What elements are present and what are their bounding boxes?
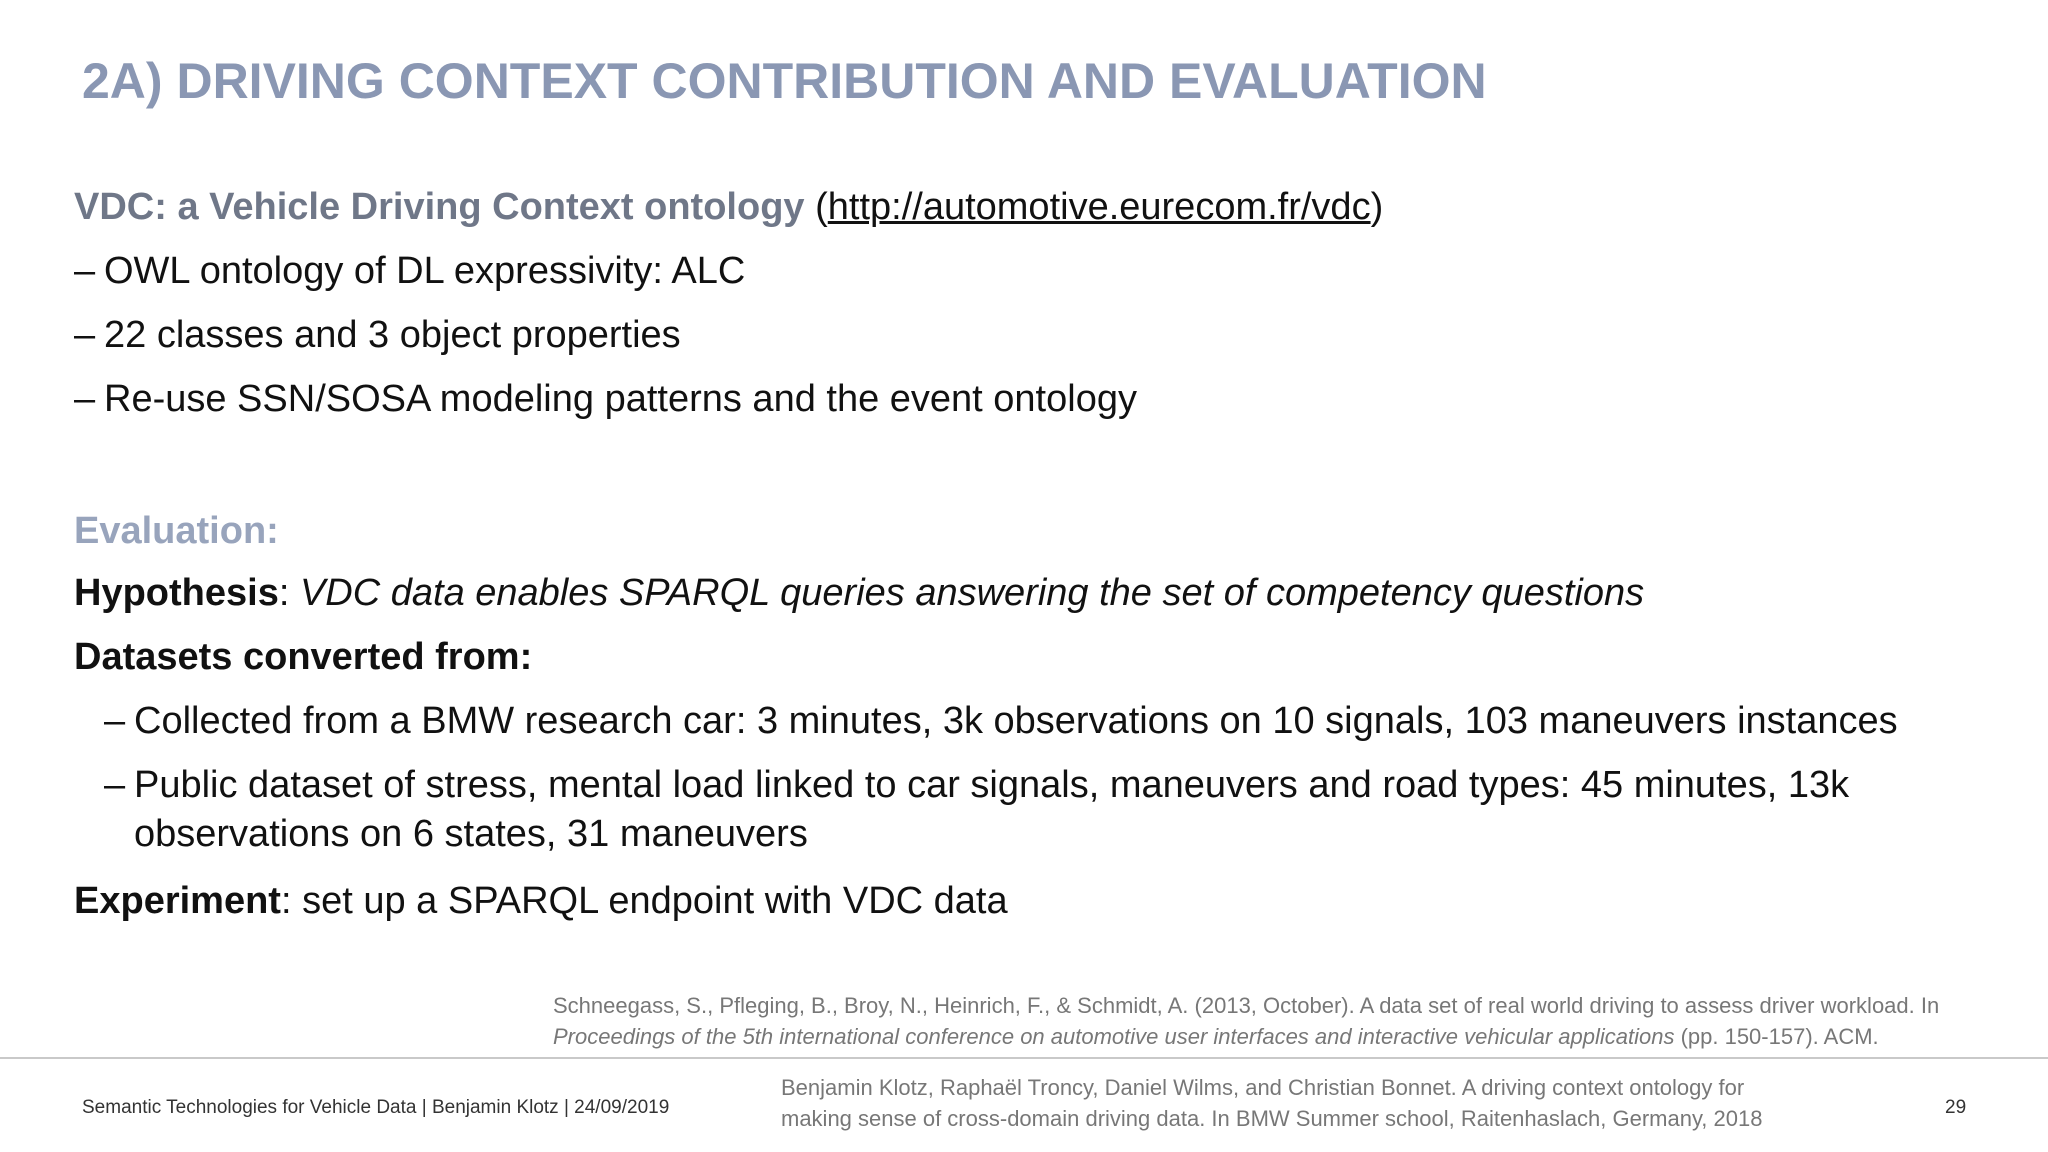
hypothesis-line xyxy=(74,572,1644,615)
dataset-text: Public dataset of stress, mental load linked to car signals, maneuvers and road types: 45 minutes, 13k xyxy=(134,764,1850,806)
hypothesis-text: VDC data enables SPARQL queries answering the set of competency questions xyxy=(299,572,1645,614)
vdc-link[interactable]: http://automotive.eurecom.fr/vdc xyxy=(827,186,1371,228)
vdc-name: VDC: a Vehicle Driving Context ontology xyxy=(74,186,805,228)
reference-line: Schneegass, S., Pfleging, B., Broy, N., Heinrich, F., & Schmidt, A. (2013, October). A data set of real world driving to assess driver workload. In xyxy=(553,993,1940,1018)
hypothesis-separator: : xyxy=(278,572,300,614)
datasets-label: Datasets converted from: xyxy=(74,636,533,678)
dash-marker: – xyxy=(104,700,126,742)
dataset-item xyxy=(104,700,1964,743)
vdc-bullet xyxy=(74,378,1137,421)
footer-divider xyxy=(0,1057,2048,1059)
dash-marker: – xyxy=(104,764,126,806)
dash-marker: – xyxy=(74,314,96,356)
vdc-open-paren: ( xyxy=(804,186,828,228)
vdc-close-paren: ) xyxy=(1370,186,1384,228)
experiment-text: : set up a SPARQL endpoint with VDC data xyxy=(280,880,1008,922)
dataset-text: Collected from a BMW research car: 3 minutes, 3k observations on 10 signals, 103 maneuvers instances xyxy=(134,700,1898,742)
evaluation-heading: Evaluation: xyxy=(74,510,279,552)
dash-marker: – xyxy=(74,250,96,292)
dataset-item xyxy=(104,764,1964,856)
vdc-bullet-text: OWL ontology of DL expressivity: ALC xyxy=(104,250,746,292)
vdc-heading xyxy=(74,186,1383,229)
reference-citation xyxy=(553,990,1939,1052)
hypothesis-label: Hypothesis xyxy=(74,572,279,614)
reference-pages: (pp. 150-157). ACM. xyxy=(1674,1024,1879,1049)
reference-proceedings: Proceedings of the 5th international conference on automotive user interfaces and interactive vehicular applications xyxy=(553,1024,1675,1049)
experiment-label: Experiment xyxy=(74,880,281,922)
vdc-bullet-text: Re-use SSN/SOSA modeling patterns and the event ontology xyxy=(104,378,1137,420)
footer-citation-line: making sense of cross-domain driving data. In BMW Summer school, Raitenhaslach, Germany, 2018 xyxy=(781,1106,1763,1131)
dash-marker: – xyxy=(74,378,96,420)
footer-citation xyxy=(781,1072,1762,1134)
reference-line xyxy=(553,1021,1939,1052)
vdc-bullet-text: 22 classes and 3 object properties xyxy=(104,314,681,356)
page-number: 29 xyxy=(1945,1097,1967,1118)
vdc-bullet xyxy=(74,314,681,357)
experiment-line xyxy=(74,880,1008,923)
footer-credits: Semantic Technologies for Vehicle Data | Benjamin Klotz | 24/09/2019 xyxy=(82,1097,670,1118)
slide-title: 2A) DRIVING CONTEXT CONTRIBUTION AND EVALUATION xyxy=(82,53,1487,109)
footer-citation-line: Benjamin Klotz, Raphaël Troncy, Daniel Wilms, and Christian Bonnet. A driving context ontology for xyxy=(781,1075,1745,1100)
vdc-bullet xyxy=(74,250,745,293)
dataset-text-continued: observations on 6 states, 31 maneuvers xyxy=(134,813,808,855)
